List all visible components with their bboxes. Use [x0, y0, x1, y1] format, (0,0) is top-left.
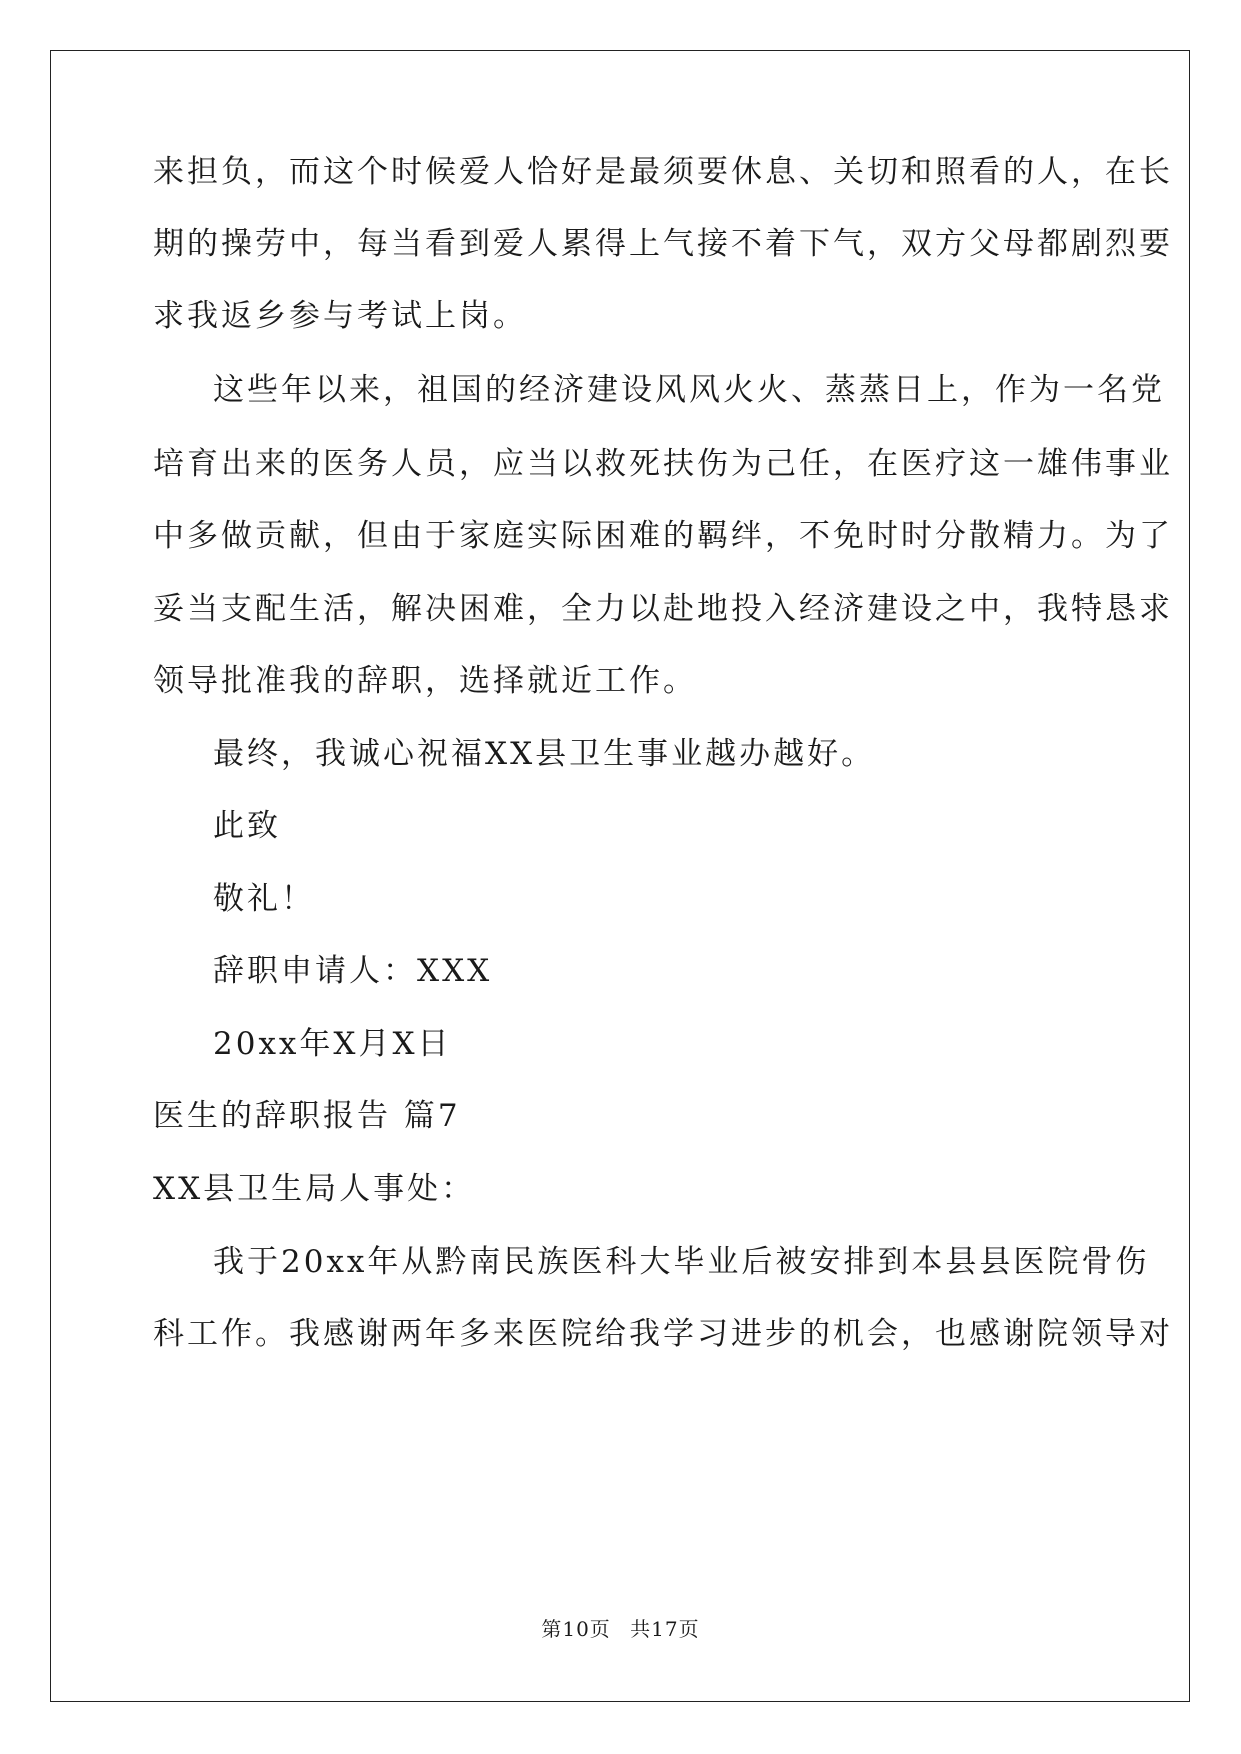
body-line-2: 期的操劳中，每当看到爱人累得上气接不着下气，双方父母都剧烈要	[153, 226, 1173, 262]
section-heading: 医生的辞职报告 篇7	[153, 1098, 461, 1134]
signature-date: 20xx年X月X日	[213, 1026, 452, 1062]
addressee: XX县卫生局人事处：	[153, 1171, 476, 1207]
body-line-1: 来担负，而这个时候爱人恰好是最须要休息、关切和照看的人，在长	[153, 154, 1173, 190]
page-number-current: 第10页	[541, 1617, 611, 1641]
salutation-ci-zhi: 此致	[213, 808, 281, 844]
page-footer	[0, 1616, 1241, 1642]
body-line-5: 培育出来的医务人员，应当以救死扶伤为己任，在医疗这一雄伟事业	[153, 446, 1173, 482]
body-line-17: 科工作。我感谢两年多来医院给我学习进步的机会，也感谢院领导对	[153, 1316, 1173, 1352]
signature-applicant: 辞职申请人：XXX	[213, 953, 493, 989]
closing-wish: 最终，我诚心祝福XX县卫生事业越办越好。	[213, 736, 876, 772]
salutation-jing-li: 敬礼！	[213, 881, 315, 917]
body-line-3: 求我返乡参与考试上岗。	[153, 298, 527, 334]
body-line-16: 我于20xx年从黔南民族医科大毕业后被安排到本县县医院骨伤	[213, 1244, 1150, 1280]
body-line-6: 中多做贡献，但由于家庭实际困难的羁绊，不免时时分散精力。为了	[153, 518, 1173, 554]
body-line-8: 领导批准我的辞职，选择就近工作。	[153, 663, 697, 699]
page-number-total: 共17页	[630, 1617, 700, 1641]
body-line-4: 这些年以来，祖国的经济建设风风火火、蒸蒸日上，作为一名党	[213, 372, 1165, 408]
body-line-7: 妥当支配生活，解决困难，全力以赴地投入经济建设之中，我特恳求	[153, 591, 1173, 627]
